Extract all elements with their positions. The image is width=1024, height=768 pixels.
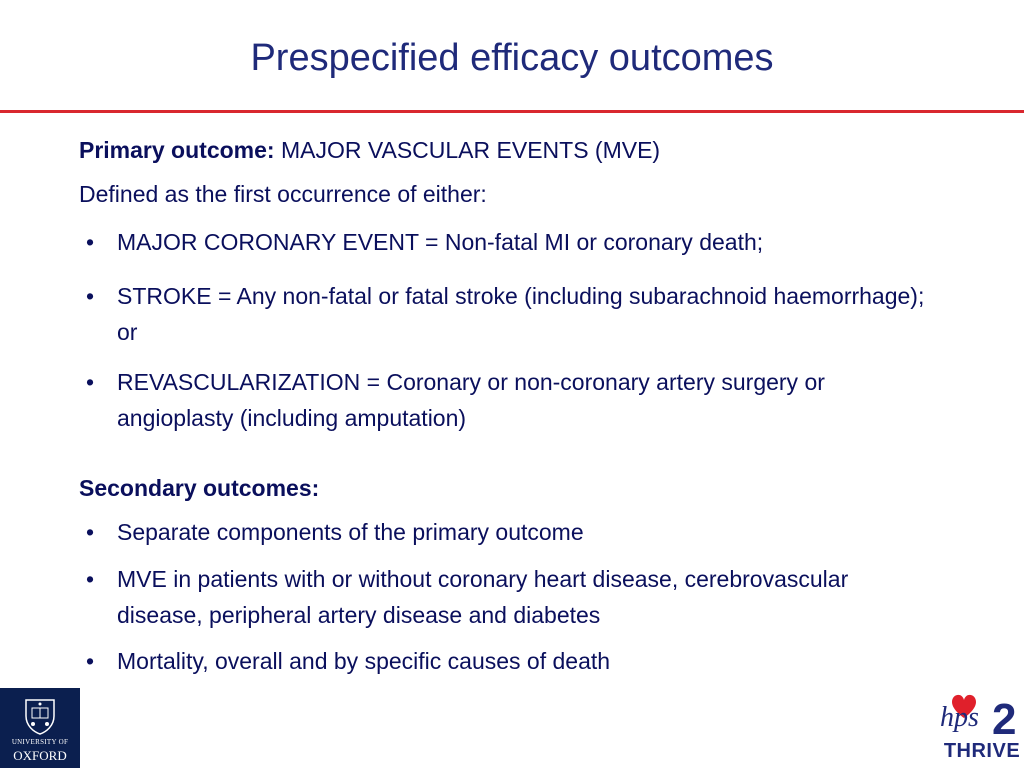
primary-outcome-text: MAJOR VASCULAR EVENTS (MVE) — [280, 137, 661, 163]
secondary-bullet-2: MVE in patients with or without coronary heart disease, cerebrovascular disease, peripheral artery disease and diabetes — [117, 566, 849, 628]
primary-bullet-2: STROKE = Any non-fatal or fatal stroke (including subarachnoid haemorrhage); or — [117, 283, 925, 345]
hps-mark: hps — [940, 702, 979, 733]
bullet-marker: • — [86, 229, 95, 255]
primary-bullet-1: MAJOR CORONARY EVENT = Non-fatal MI or coronary death; — [117, 229, 764, 255]
primary-outcome-line — [79, 132, 660, 168]
bullet-marker: • — [86, 519, 95, 545]
oxford-crest-icon — [20, 696, 60, 736]
primary-definition: Defined as the first occurrence of either: — [79, 181, 487, 207]
oxford-line2: OXFORD — [13, 748, 67, 763]
secondary-bullet-1: Separate components of the primary outcome — [117, 519, 584, 545]
thrive-wordmark: THRIVE — [943, 740, 1021, 762]
oxford-logo — [0, 688, 80, 768]
bullet-marker: • — [86, 369, 95, 395]
bullet-marker: • — [86, 283, 95, 309]
hps2-thrive-logo — [936, 688, 1024, 768]
title-divider — [0, 110, 1024, 113]
primary-outcome-label: Primary outcome: — [79, 137, 275, 163]
primary-bullet-3: REVASCULARIZATION = Coronary or non-coronary artery surgery or angioplasty (including amputation) — [117, 369, 825, 431]
secondary-bullet-3: Mortality, overall and by specific causes of death — [117, 648, 611, 674]
secondary-outcomes-label: Secondary outcomes: — [79, 475, 320, 501]
hps-number: 2 — [992, 695, 1017, 744]
bullet-marker: • — [86, 648, 95, 674]
slide-title: Prespecified efficacy outcomes — [250, 37, 774, 79]
bullet-marker: • — [86, 566, 95, 592]
hps2-heart-icon — [936, 688, 1024, 744]
oxford-line1: UNIVERSITY OF — [11, 738, 69, 746]
